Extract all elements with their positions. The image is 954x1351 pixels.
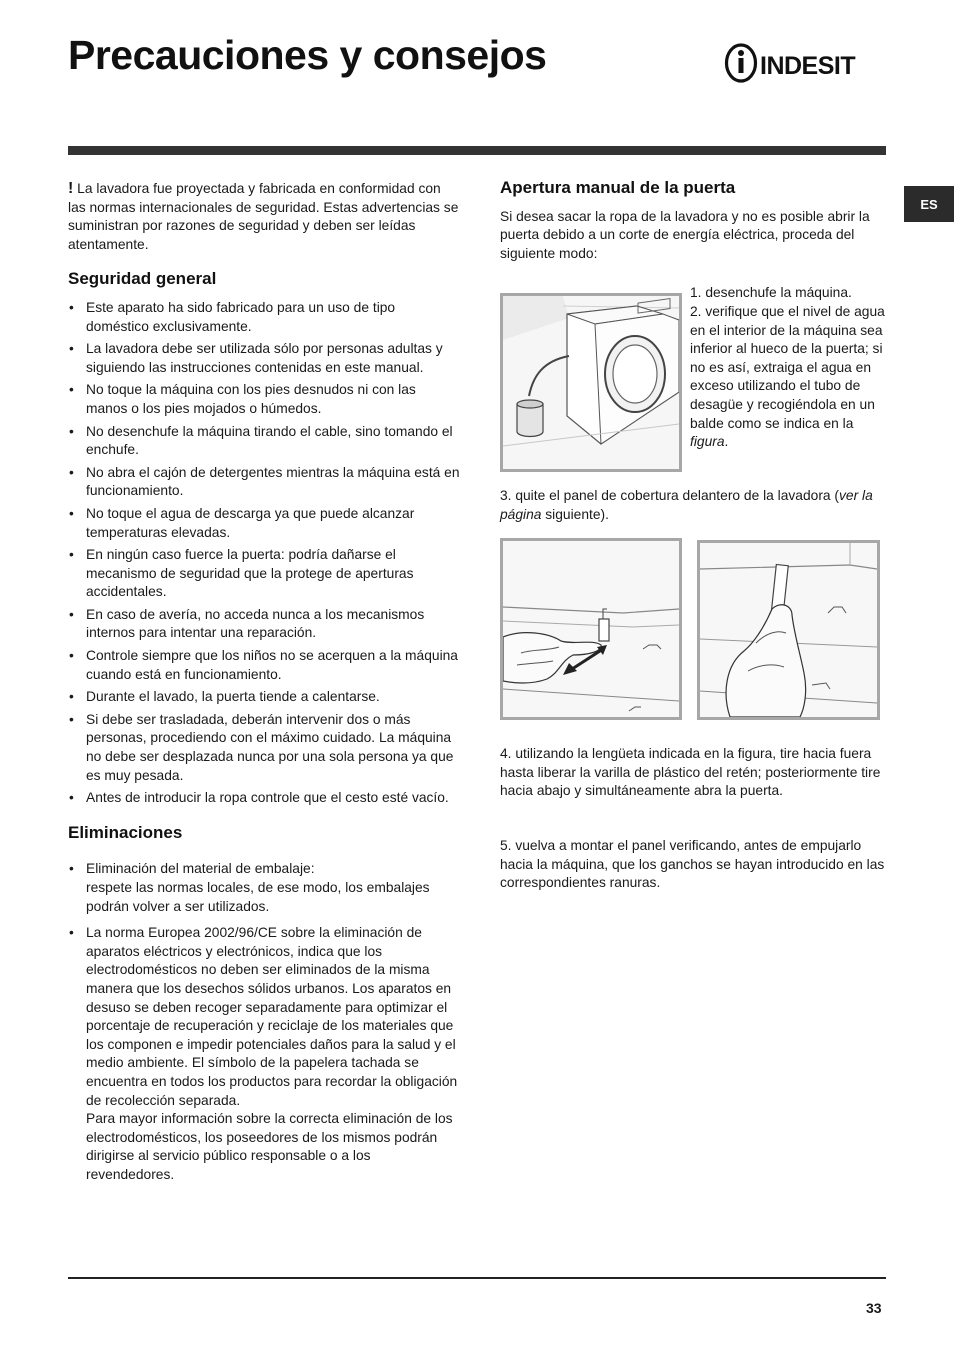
list-item: • En ningún caso fuerce la puerta: podría dañarse el mecanismo de seguridad que la protege de aperturas accidentales. [68, 546, 460, 602]
indesit-logo [724, 42, 886, 84]
right-column [500, 180, 886, 263]
pull-tab-figure [500, 538, 682, 720]
step-3-page-ref: ver la página [500, 488, 873, 522]
step-3 [500, 487, 886, 524]
door-intro: Si desea sacar la ropa de la lavadora y no es posible abrir la puerta debido a un corte de energía eléctrica, proceda del siguiente modo: [500, 208, 870, 261]
disposal-heading: Eliminaciones [68, 822, 183, 842]
list-item: • No toque el agua de descarga ya que puede alcanzar temperaturas elevadas. [68, 505, 460, 542]
list-item [68, 924, 460, 1184]
disposal-item-body: respete las normas locales, de ese modo, los embalajes podrán volver a ser utilizados. [86, 880, 430, 914]
list-item: • No abra el cajón de detergentes mientras la máquina está en funcionamiento. [68, 464, 460, 501]
disposal-item-title: Eliminación del material de embalaje: [86, 861, 315, 877]
intro-paragraph [68, 180, 460, 254]
disposal-item-text: La norma Europea 2002/96/CE sobre la eliminación de aparatos eléctricos y electrónicos, indica que los electrodomésticos no deben ser eliminados de la misma manera que los desechos sólidos urbanos. Los aparatos en desuso se deben recoger separadamente para optimizar el porcentaje de recuperación y reciclaje de los materiales que los componen e impedir potenciales daños para la salud y el medio ambiente. El símbolo de la papelera tachada se encuentra en todos los productos para recordar la obligación de recolección separada. [86, 925, 458, 1108]
brand-text: INDESIT [760, 52, 856, 80]
footer-rule [68, 1277, 886, 1279]
list-item: • La lavadora debe ser utilizada sólo por personas adultas y siguiendo las instrucciones contenidas en este manual. [68, 340, 460, 377]
safety-list [68, 299, 460, 808]
page-title: Precauciones y consejos [68, 32, 547, 78]
door-heading: Apertura manual de la puerta [500, 178, 736, 197]
step-1: 1. desenchufe la máquina. [690, 285, 852, 300]
step-3-text: 3. quite el panel de cobertura delantero de la lavadora ( [500, 488, 840, 503]
language-tab: ES [904, 186, 954, 222]
list-item: • Antes de introducir la ropa controle que el cesto esté vacío. [68, 789, 460, 808]
list-item: • No desenchufe la máquina tirando el cable, sino tomando el enchufe. [68, 423, 460, 460]
step-5: 5. vuelva a montar el panel verificando, antes de empujarlo hacia la máquina, que los ganchos se hayan introducido en las correspondientes ranuras. [500, 838, 885, 891]
warning-mark: ! [68, 180, 74, 197]
drain-water-figure [500, 293, 682, 472]
list-item [68, 860, 460, 916]
open-door-figure [697, 540, 880, 720]
list-item: • No toque la máquina con los pies desnudos ni con las manos o los pies mojados o húmedos. [68, 381, 460, 418]
step-2-figure-ref: figura [690, 434, 725, 450]
safety-heading: Seguridad general [68, 269, 217, 289]
list-item: • En caso de avería, no acceda nunca a los mecanismos internos para intentar una reparación. [68, 606, 460, 643]
page-number: 33 [866, 1300, 882, 1316]
header-rule [68, 146, 886, 155]
step-2-end: . [724, 434, 729, 450]
step-2-text: 2. verifique que el nivel de agua en el interior de la máquina sea inferior al hueco de la puerta; si no es así, extraiga el agua en exceso utilizando el tubo de desagüe y recogiéndola en un balde como se indica en la [690, 304, 885, 431]
step-3-end: siguiente). [541, 506, 609, 522]
list-item: • Durante el lavado, la puerta tiende a calentarse. [68, 688, 460, 707]
disposal-item-more: Para mayor información sobre la correcta eliminación de los electrodomésticos, los poseedores de los mismos podrán dirigirse al servicio público responsable o a los revendedores. [86, 1111, 453, 1182]
intro-text: La lavadora fue proyectada y fabricada en conformidad con las normas internacionales de seguridad. Estas advertencias se suministran por razones de seguridad y deben ser leídas atentamente. [68, 181, 459, 252]
disposal-list [68, 860, 460, 1184]
step-2 [690, 303, 886, 452]
list-item: • Si debe ser trasladada, deberán intervenir dos o más personas, procediendo con el máximo cuidado. La máquina no debe ser desplazada nunca por una sola persona ya que es muy pesada. [68, 711, 460, 785]
list-item: • Este aparato ha sido fabricado para un uso de tipo doméstico exclusivamente. [68, 299, 460, 336]
step-4: 4. utilizando la lengüeta indicada en la figura, tire hacia fuera hasta liberar la varilla de plástico del retén; posteriormente tire hacia abajo y simultáneamente abra la puerta. [500, 746, 881, 799]
list-item: • Controle siempre que los niños no se acerquen a la máquina cuando está en funcionamiento. [68, 647, 460, 684]
left-column [68, 180, 460, 1193]
